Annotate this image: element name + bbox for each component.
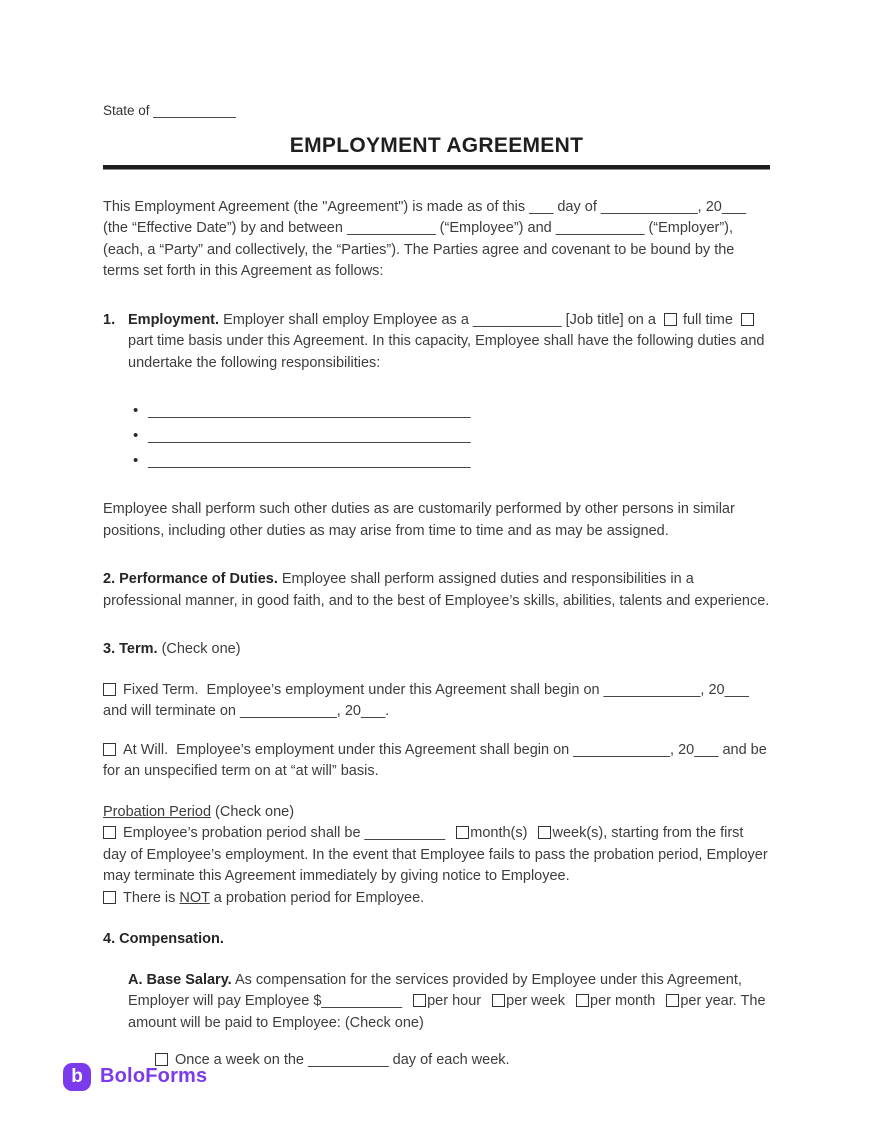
section-3-heading-line [103, 639, 770, 661]
per-month-checkbox[interactable] [576, 994, 589, 1007]
duty-blank-line: ________________________________________ [148, 403, 471, 419]
probation-heading-note: (Check one) [211, 803, 295, 820]
probation-heading: Probation Period [103, 803, 212, 820]
per-month-label: per month [590, 993, 656, 1009]
duty-blank-row [133, 428, 770, 444]
probation-section [103, 802, 770, 910]
bullet-icon: • [133, 402, 139, 419]
part-time-checkbox[interactable] [741, 313, 754, 326]
per-week-label: per week [506, 993, 565, 1009]
section-3-heading: 3. Term. [103, 641, 158, 657]
section-1-employment [103, 310, 770, 375]
per-hour-checkbox[interactable] [413, 994, 426, 1007]
months-checkbox[interactable] [456, 826, 469, 839]
bullet-icon: • [133, 452, 139, 469]
section-2-heading: 2. Performance of Duties. [103, 571, 278, 587]
bullet-icon: • [133, 427, 139, 444]
probation-option-none [103, 888, 770, 910]
section-2-performance [103, 569, 770, 612]
section-2-text: Employee shall perform assigned duties and responsibilities in a professional manner, in good faith, and to the best of Employee’s skills, abilities, talents and experience. [103, 571, 770, 609]
no-probation-not: NOT [179, 889, 210, 906]
boloforms-logo-icon: b [63, 1063, 91, 1091]
at-will-text: At Will. Employee’s employment under this Agreement shall begin on ____________, 20___ and be for an unspecified term on at “at will” basis. [103, 741, 767, 779]
weeks-checkbox[interactable] [538, 826, 551, 839]
duty-blank-line: ________________________________________ [148, 428, 471, 444]
at-will-option [103, 740, 770, 783]
fixed-term-option [103, 680, 770, 723]
probation-duration-checkbox[interactable] [103, 826, 116, 839]
state-of-line: State of ___________ [103, 103, 236, 118]
probation-option-text: Employee’s probation period shall be __________ [123, 825, 446, 841]
probation-option-duration [103, 823, 770, 888]
base-salary-text: As compensation for the services provided by Employee under this Agreement, Employer will pay Employee $__________ [128, 971, 742, 1009]
duties-list [133, 403, 770, 469]
duty-blank-row [133, 453, 770, 469]
duty-blank-row [133, 403, 770, 419]
per-year-checkbox[interactable] [666, 994, 679, 1007]
base-salary-clause [103, 970, 770, 1035]
no-probation-pre: There is [123, 889, 180, 906]
months-label: month(s) [470, 825, 528, 841]
probation-option-rest: , starting from the first day of Employee’s employment. In the event that Employee fails to pass the probation period, Employer may terminate this Agreement immediately by giving notice to Employee. [103, 825, 768, 884]
weeks-label: week(s) [552, 825, 604, 841]
per-hour-label: per hour [427, 993, 482, 1009]
per-year-label: per year. [680, 993, 737, 1009]
at-will-checkbox[interactable] [103, 743, 116, 756]
per-week-checkbox[interactable] [492, 994, 505, 1007]
section-1-heading: Employment. [128, 311, 220, 328]
section-3-heading-note: (Check one) [161, 641, 241, 657]
payment-schedule-text: The amount will be paid to Employee: (Check one) [128, 993, 766, 1031]
probation-heading-line [103, 802, 770, 824]
boloforms-brand-name: BoloForms [100, 1065, 208, 1088]
no-probation-rest: a probation period for Employee. [209, 889, 425, 906]
full-time-label: full time [682, 311, 733, 328]
once-a-week-text: Once a week on the __________ day of each week. [175, 1052, 510, 1068]
full-time-checkbox[interactable] [664, 313, 677, 326]
base-salary-label: A. Base Salary. [128, 971, 232, 988]
other-duties-paragraph: Employee shall perform such other duties as are customarily performed by other persons in similar positions, including other duties as may arise from time to time and as may be assigned. [103, 501, 735, 539]
no-probation-checkbox[interactable] [103, 891, 116, 904]
intro-paragraph: This Employment Agreement (the "Agreement") is made as of this ___ day of ____________, 20___ (the “Effective Date”) by and between ___________ (“Employee”) and ___________ (“Employer”), (each, a “Party” and collectively, the “Parties”). The Parties agree and covenant to be bound by the terms set forth in this Agreement as follows: [103, 198, 747, 279]
fixed-term-checkbox[interactable] [103, 683, 116, 696]
boloforms-footer [63, 1063, 207, 1091]
fixed-term-text: Fixed Term. Employee’s employment under this Agreement shall begin on ____________, 20___ and will terminate on ____________, 20___. [103, 681, 749, 719]
title-divider [103, 165, 770, 170]
section-1-number: 1. [103, 311, 116, 328]
page-title: EMPLOYMENT AGREEMENT [289, 133, 584, 157]
section-4-heading: 4. Compensation. [103, 931, 224, 947]
duty-blank-line: ________________________________________ [148, 453, 471, 469]
section-1-text: Employer shall employ Employee as a ___________ [Job title] on a [223, 311, 656, 328]
part-time-text: part time basis under this Agreement. In this capacity, Employee shall have the following duties and undertake the following responsibilities: [128, 333, 765, 371]
